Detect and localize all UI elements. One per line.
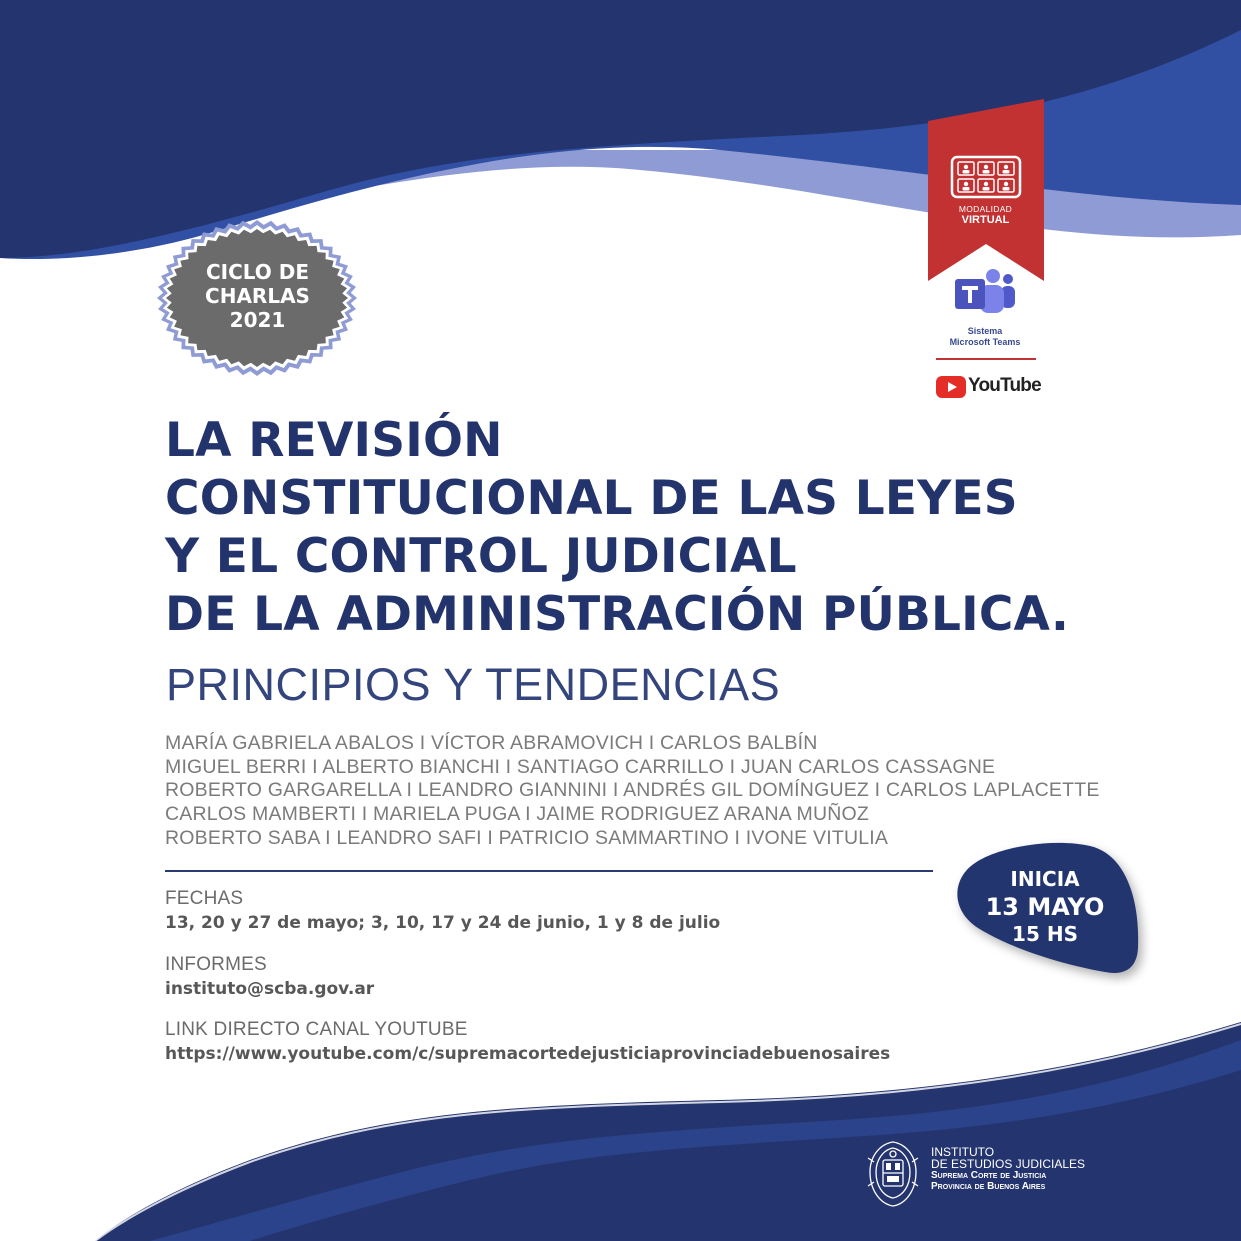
inicia-line-2: 13 MAYO	[985, 893, 1105, 921]
youtube-play-icon	[936, 376, 966, 398]
speakers-line: MARÍA GABRIELA ABALOS I VÍCTOR ABRAMOVICH I CARLOS BALBÍN	[165, 732, 818, 754]
speakers-line: ROBERTO GARGARELLA I LEANDRO GIANNINI I ANDRÉS GIL DOMÍNGUEZ I CARLOS LAPLACETTE	[165, 779, 1100, 802]
speakers-line: ROBERTO SABA I LEANDRO SAFI I PATRICIO SAMMARTINO I IVONE VITULIA	[165, 826, 889, 849]
modality-line-1: MODALIDAD	[958, 204, 1013, 214]
teams-divider	[936, 358, 1036, 360]
subtitle: PRINCIPIOS Y TENDENCIAS	[166, 659, 781, 710]
inicia-line-3: 15 HS	[1012, 922, 1078, 946]
teams-line-2: Microsoft Teams	[949, 337, 1021, 347]
fechas-value: 13, 20 y 27 de mayo; 3, 10, 17 y 24 de junio, 1 y 8 de julio	[165, 913, 721, 933]
teams-text	[915, 326, 1055, 348]
main-title	[165, 412, 1069, 644]
microsoft-teams-icon	[952, 266, 1018, 316]
institution-name	[931, 1146, 1085, 1192]
section-divider	[165, 870, 933, 872]
modality-line-2: VIRTUAL	[961, 214, 1010, 226]
informes-email[interactable]: instituto@scba.gov.ar	[165, 979, 375, 999]
speakers-line: CARLOS MAMBERTI I MARIELA PUGA I JAIME RODRIGUEZ ARANA MUÑOZ	[165, 803, 870, 826]
seal-text	[165, 260, 350, 332]
youtube-label: YouTube	[968, 375, 1041, 396]
inicia-line-1: INICIA	[1010, 867, 1080, 891]
link-label: LINK DIRECTO CANAL YOUTUBE	[165, 1019, 468, 1040]
teams-line-1: Sistema	[967, 326, 1003, 336]
title-line-2: CONSTITUCIONAL DE LAS LEYES	[165, 471, 1018, 526]
seal-line-3: 2021	[229, 308, 286, 332]
institution-line-4: Provincia de Buenos Aires	[931, 1181, 1046, 1192]
speakers-line: MIGUEL BERRI I ALBERTO BIANCHI I SANTIAGO CARRILLO I JUAN CARLOS CASSAGNE	[165, 755, 996, 778]
institution-line-3: Suprema Corte de Justicia	[931, 1170, 1047, 1181]
institution-line-2: DE ESTUDIOS JUDICIALES	[931, 1157, 1086, 1171]
seal-line-2: CHARLAS	[205, 284, 310, 308]
institution-line-1: INSTITUTO	[931, 1145, 995, 1159]
title-line-3: Y EL CONTROL JUDICIAL	[165, 529, 797, 584]
modality-text	[928, 204, 1043, 227]
speakers-list	[165, 732, 1100, 851]
youtube-channel-link[interactable]: https://www.youtube.com/c/supremacortedejusticiaprovinciadebuenosaires	[165, 1044, 891, 1064]
start-date-text	[955, 866, 1135, 947]
title-line-1: LA REVISIÓN	[165, 413, 503, 468]
informes-label: INFORMES	[165, 954, 267, 975]
title-line-4: DE LA ADMINISTRACIÓN PÚBLICA.	[165, 587, 1070, 642]
coat-of-arms-logo	[866, 1138, 920, 1210]
seal-line-1: CICLO DE	[205, 260, 310, 284]
fechas-label: FECHAS	[165, 888, 244, 909]
modality-ribbon	[928, 99, 1044, 281]
